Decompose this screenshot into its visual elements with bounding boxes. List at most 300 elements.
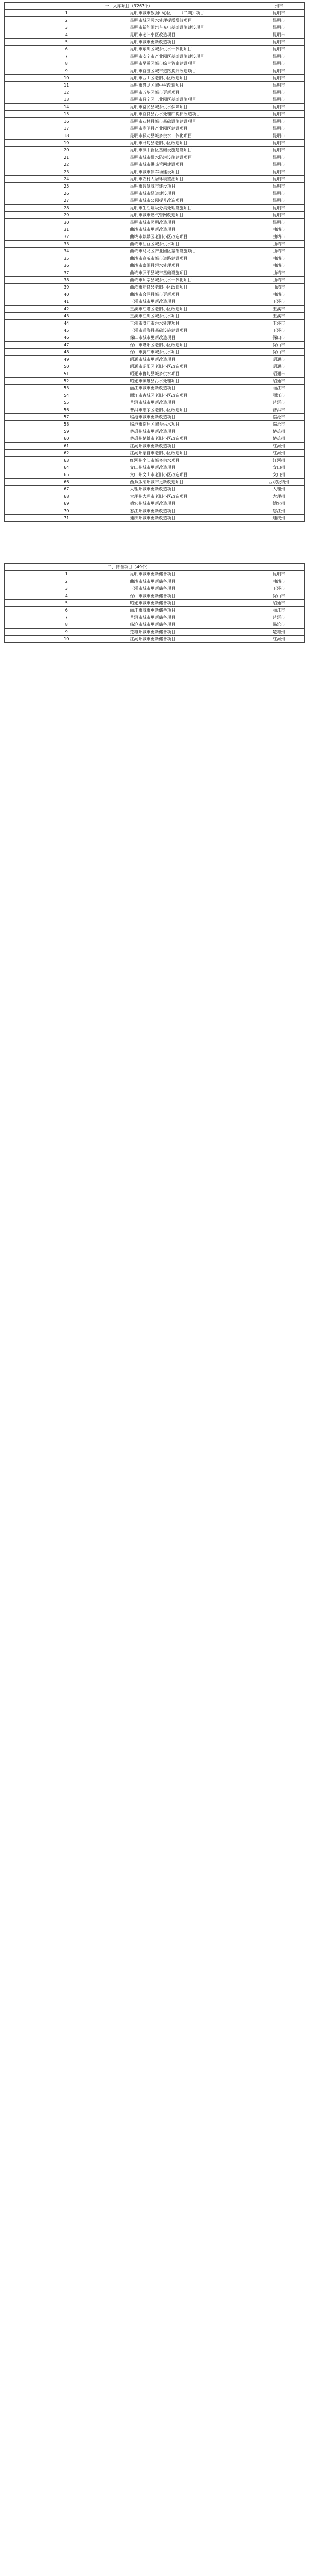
project-name: 昭通市鲁甸县城乡供水项目 bbox=[129, 370, 253, 378]
row-number: 10 bbox=[5, 636, 129, 643]
table-row bbox=[5, 507, 305, 515]
table-row bbox=[5, 621, 305, 629]
table-row bbox=[5, 277, 305, 284]
project-name: 曲靖市麒麟区老旧小区改造项目 bbox=[129, 233, 253, 241]
project-name: 玉溪市通海县基础设施建设项目 bbox=[129, 327, 253, 334]
table-row bbox=[5, 428, 305, 435]
row-number: 14 bbox=[5, 104, 129, 111]
table-row bbox=[5, 190, 305, 197]
project-name: 文山州文山市老旧小区改造项目 bbox=[129, 471, 253, 479]
table-row bbox=[5, 457, 305, 464]
project-city: 昆明市 bbox=[253, 190, 305, 197]
project-city: 昆明市 bbox=[253, 140, 305, 147]
project-city: 玉溪市 bbox=[253, 298, 305, 306]
project-name: 昆明市城市数据中心区……（二期）项目 bbox=[129, 10, 253, 17]
row-number: 6 bbox=[5, 607, 129, 614]
row-number: 33 bbox=[5, 241, 129, 248]
project-city: 昆明市 bbox=[253, 197, 305, 205]
project-city: 昆明市 bbox=[253, 154, 305, 161]
project-city: 昆明市 bbox=[253, 176, 305, 183]
project-name: 昆明市新能源汽车充电基础设施建设项目 bbox=[129, 24, 253, 31]
table-row bbox=[5, 248, 305, 255]
row-number: 34 bbox=[5, 248, 129, 255]
project-name: 昆明市城市绿道建设项目 bbox=[129, 190, 253, 197]
project-name: 保山市隆阳区老旧小区改造项目 bbox=[129, 342, 253, 349]
project-name: 昆明市城市照明改造项目 bbox=[129, 219, 253, 226]
project-name: 普洱市城市更新储备项目 bbox=[129, 614, 253, 621]
row-number: 24 bbox=[5, 176, 129, 183]
project-name: 昆明市滇中新区基础设施建设项目 bbox=[129, 147, 253, 154]
project-city: 昆明市 bbox=[253, 39, 305, 46]
project-name: 昆明市嵩明县产业园区建设项目 bbox=[129, 125, 253, 132]
project-name: 昆明市西山区老旧小区改造项目 bbox=[129, 75, 253, 82]
table-row bbox=[5, 262, 305, 269]
project-name: 红河州蒙自市老旧小区改造项目 bbox=[129, 450, 253, 457]
row-number: 64 bbox=[5, 464, 129, 471]
project-city: 昭通市 bbox=[253, 600, 305, 607]
project-city: 怒江州 bbox=[253, 507, 305, 515]
project-city: 曲靖市 bbox=[253, 262, 305, 269]
project-city: 昆明市 bbox=[253, 17, 305, 24]
project-city: 曲靖市 bbox=[253, 226, 305, 233]
row-number: 4 bbox=[5, 592, 129, 600]
table-row bbox=[5, 39, 305, 46]
project-city: 红河州 bbox=[253, 450, 305, 457]
table-row bbox=[5, 342, 305, 349]
row-number: 48 bbox=[5, 349, 129, 356]
project-name: 西双版纳州城市更新改造项目 bbox=[129, 479, 253, 486]
table-row bbox=[5, 269, 305, 277]
row-number: 66 bbox=[5, 479, 129, 486]
project-name: 昆明市石林县城市基础设施建设项目 bbox=[129, 118, 253, 125]
project-city: 昆明市 bbox=[253, 53, 305, 60]
table-row bbox=[5, 636, 305, 643]
table-row bbox=[5, 140, 305, 147]
table-row bbox=[5, 67, 305, 75]
project-city: 昆明市 bbox=[253, 89, 305, 96]
table-row bbox=[5, 17, 305, 24]
table-row bbox=[5, 515, 305, 522]
project-city: 昆明市 bbox=[253, 161, 305, 168]
project-city: 昆明市 bbox=[253, 24, 305, 31]
project-city: 昆明市 bbox=[253, 82, 305, 89]
project-city: 昆明市 bbox=[253, 67, 305, 75]
section-header-row bbox=[5, 3, 305, 10]
table-row bbox=[5, 486, 305, 493]
project-name: 昆明市五华区城市更新项目 bbox=[129, 89, 253, 96]
row-number: 46 bbox=[5, 334, 129, 342]
row-number: 45 bbox=[5, 327, 129, 334]
row-number: 2 bbox=[5, 578, 129, 585]
row-number: 12 bbox=[5, 89, 129, 96]
project-city: 丽江市 bbox=[253, 607, 305, 614]
table-row bbox=[5, 629, 305, 636]
table-row bbox=[5, 421, 305, 428]
row-number: 21 bbox=[5, 154, 129, 161]
table-row bbox=[5, 471, 305, 479]
project-city: 大理州 bbox=[253, 486, 305, 493]
project-city: 红河州 bbox=[253, 636, 305, 643]
project-name: 昆明市富民县城乡供水保障项目 bbox=[129, 104, 253, 111]
table-row bbox=[5, 607, 305, 614]
project-city: 曲靖市 bbox=[253, 248, 305, 255]
project-name: 昆明市东川区城乡供水一体化项目 bbox=[129, 46, 253, 53]
table-row bbox=[5, 370, 305, 378]
table-row bbox=[5, 168, 305, 176]
project-name: 昆明市晋宁区工业园区基础设施项目 bbox=[129, 96, 253, 104]
project-name: 丽江市古城区老旧小区改造项目 bbox=[129, 392, 253, 399]
row-number: 57 bbox=[5, 414, 129, 421]
row-number: 71 bbox=[5, 515, 129, 522]
table-row bbox=[5, 96, 305, 104]
project-city: 楚雄州 bbox=[253, 435, 305, 443]
project-city: 昭通市 bbox=[253, 363, 305, 370]
table-row bbox=[5, 435, 305, 443]
project-name: 曲靖市宣威市城市道路建设项目 bbox=[129, 255, 253, 262]
table-row bbox=[5, 75, 305, 82]
project-name: 昆明市呈贡区城市综合管廊建设项目 bbox=[129, 60, 253, 67]
project-list-sheet bbox=[4, 2, 305, 643]
project-city: 保山市 bbox=[253, 349, 305, 356]
section-header-city: 州市 bbox=[253, 3, 305, 10]
row-number: 20 bbox=[5, 147, 129, 154]
project-city: 昆明市 bbox=[253, 60, 305, 67]
table-row bbox=[5, 284, 305, 291]
row-number: 11 bbox=[5, 82, 129, 89]
table-row bbox=[5, 571, 305, 578]
project-name: 昆明市智慧城市建设项目 bbox=[129, 183, 253, 190]
project-city: 玉溪市 bbox=[253, 306, 305, 313]
project-name: 昭通市城市更新改造项目 bbox=[129, 356, 253, 363]
project-name: 玉溪市红塔区老旧小区改造项目 bbox=[129, 306, 253, 313]
project-city: 保山市 bbox=[253, 334, 305, 342]
section-header-row bbox=[5, 564, 305, 571]
table-row bbox=[5, 255, 305, 262]
project-city: 昆明市 bbox=[253, 10, 305, 17]
table-row bbox=[5, 31, 305, 39]
table-row bbox=[5, 479, 305, 486]
table-row bbox=[5, 464, 305, 471]
row-number: 22 bbox=[5, 161, 129, 168]
row-number: 10 bbox=[5, 75, 129, 82]
row-number: 65 bbox=[5, 471, 129, 479]
table-row bbox=[5, 53, 305, 60]
project-city: 曲靖市 bbox=[253, 578, 305, 585]
project-city: 丽江市 bbox=[253, 385, 305, 392]
project-name: 曲靖市师宗县城乡供水一体化项目 bbox=[129, 277, 253, 284]
row-number: 4 bbox=[5, 31, 129, 39]
project-city: 昆明市 bbox=[253, 147, 305, 154]
row-number: 25 bbox=[5, 183, 129, 190]
table-row bbox=[5, 161, 305, 168]
project-name: 普洱市思茅区老旧小区改造项目 bbox=[129, 406, 253, 414]
table-row bbox=[5, 500, 305, 507]
project-city: 普洱市 bbox=[253, 399, 305, 406]
table-row bbox=[5, 399, 305, 406]
project-name: 普洱市城市更新改造项目 bbox=[129, 399, 253, 406]
table-row bbox=[5, 125, 305, 132]
table-row bbox=[5, 111, 305, 118]
project-city: 昭通市 bbox=[253, 378, 305, 385]
project-name: 曲靖市马龙区产业园区基础设施项目 bbox=[129, 248, 253, 255]
row-number: 38 bbox=[5, 277, 129, 284]
row-number: 16 bbox=[5, 118, 129, 125]
project-name: 昆明市城市燃气管网改造项目 bbox=[129, 212, 253, 219]
row-number: 56 bbox=[5, 406, 129, 414]
row-number: 58 bbox=[5, 421, 129, 428]
project-name: 昆明市宜良县污水处理厂提标改造项目 bbox=[129, 111, 253, 118]
project-table bbox=[4, 2, 305, 522]
project-name: 玉溪市江川区城乡供水项目 bbox=[129, 313, 253, 320]
project-city: 玉溪市 bbox=[253, 585, 305, 592]
section-header-city bbox=[253, 564, 305, 571]
project-city: 文山州 bbox=[253, 471, 305, 479]
project-name: 曲靖市城市更新储备项目 bbox=[129, 578, 253, 585]
project-city: 玉溪市 bbox=[253, 320, 305, 327]
project-name: 曲靖市沾益区城乡供水项目 bbox=[129, 241, 253, 248]
project-name: 保山市腾冲市城乡供水项目 bbox=[129, 349, 253, 356]
project-name: 玉溪市城市更新改造项目 bbox=[129, 298, 253, 306]
table-row bbox=[5, 406, 305, 414]
project-city: 楚雄州 bbox=[253, 428, 305, 435]
project-city: 丽江市 bbox=[253, 392, 305, 399]
row-number: 63 bbox=[5, 457, 129, 464]
project-name: 临沧市临翔区城乡供水项目 bbox=[129, 421, 253, 428]
table-row bbox=[5, 60, 305, 67]
project-name: 迪庆州城市更新改造项目 bbox=[129, 515, 253, 522]
project-city: 昆明市 bbox=[253, 205, 305, 212]
table-row bbox=[5, 24, 305, 31]
project-name: 保山市城市更新改造项目 bbox=[129, 334, 253, 342]
project-city: 玉溪市 bbox=[253, 313, 305, 320]
project-name: 曲靖市罗平县城市基础设施项目 bbox=[129, 269, 253, 277]
project-city: 曲靖市 bbox=[253, 284, 305, 291]
project-city: 曲靖市 bbox=[253, 233, 305, 241]
row-number: 3 bbox=[5, 24, 129, 31]
table-row bbox=[5, 219, 305, 226]
project-city: 昆明市 bbox=[253, 219, 305, 226]
row-number: 49 bbox=[5, 356, 129, 363]
project-name: 昆明市城市排水防涝设施建设项目 bbox=[129, 154, 253, 161]
row-number: 28 bbox=[5, 205, 129, 212]
row-number: 17 bbox=[5, 125, 129, 132]
project-city: 昭通市 bbox=[253, 370, 305, 378]
project-name: 丽江市城市更新储备项目 bbox=[129, 607, 253, 614]
project-city: 昆明市 bbox=[253, 31, 305, 39]
row-number: 1 bbox=[5, 10, 129, 17]
table-row bbox=[5, 226, 305, 233]
row-number: 62 bbox=[5, 450, 129, 457]
project-city: 昆明市 bbox=[253, 46, 305, 53]
project-name: 昆明市生活垃圾分类处理设施项目 bbox=[129, 205, 253, 212]
row-number: 7 bbox=[5, 614, 129, 621]
row-number: 32 bbox=[5, 233, 129, 241]
table-row bbox=[5, 132, 305, 140]
table-row bbox=[5, 183, 305, 190]
row-number: 29 bbox=[5, 212, 129, 219]
project-city: 昆明市 bbox=[253, 125, 305, 132]
table-row bbox=[5, 10, 305, 17]
row-number: 55 bbox=[5, 399, 129, 406]
project-name: 昆明市城市更新改造项目 bbox=[129, 39, 253, 46]
project-name: 怒江州城市更新改造项目 bbox=[129, 507, 253, 515]
project-name: 大理州城市更新改造项目 bbox=[129, 486, 253, 493]
project-name: 玉溪市城市更新储备项目 bbox=[129, 585, 253, 592]
row-number: 41 bbox=[5, 298, 129, 306]
table-row bbox=[5, 493, 305, 500]
project-name: 昆明市城市更新储备项目 bbox=[129, 571, 253, 578]
project-name: 红河州城市更新储备项目 bbox=[129, 636, 253, 643]
row-number: 37 bbox=[5, 269, 129, 277]
project-name: 昆明市禄劝县城乡供水一体化项目 bbox=[129, 132, 253, 140]
project-city: 昆明市 bbox=[253, 111, 305, 118]
row-number: 60 bbox=[5, 435, 129, 443]
table-row bbox=[5, 154, 305, 161]
project-name: 曲靖市城市更新改造项目 bbox=[129, 226, 253, 233]
table-row bbox=[5, 306, 305, 313]
table-row bbox=[5, 392, 305, 399]
row-number: 31 bbox=[5, 226, 129, 233]
row-number: 15 bbox=[5, 111, 129, 118]
project-name: 楚雄州城市更新储备项目 bbox=[129, 629, 253, 636]
project-city: 昆明市 bbox=[253, 212, 305, 219]
project-name: 临沧市城市更新储备项目 bbox=[129, 621, 253, 629]
project-city: 昆明市 bbox=[253, 571, 305, 578]
row-number: 18 bbox=[5, 132, 129, 140]
project-city: 临沧市 bbox=[253, 421, 305, 428]
project-city: 迪庆州 bbox=[253, 515, 305, 522]
table-row bbox=[5, 82, 305, 89]
row-number: 51 bbox=[5, 370, 129, 378]
row-number: 9 bbox=[5, 67, 129, 75]
row-number: 2 bbox=[5, 17, 129, 24]
row-number: 69 bbox=[5, 500, 129, 507]
project-name: 曲靖市陆良县老旧小区改造项目 bbox=[129, 284, 253, 291]
project-name: 昆明市官渡区城市道路提升改造项目 bbox=[129, 67, 253, 75]
row-number: 43 bbox=[5, 313, 129, 320]
table-row bbox=[5, 104, 305, 111]
row-number: 19 bbox=[5, 140, 129, 147]
project-city: 曲靖市 bbox=[253, 277, 305, 284]
table-row bbox=[5, 327, 305, 334]
row-number: 47 bbox=[5, 342, 129, 349]
row-number: 70 bbox=[5, 507, 129, 515]
project-name: 昆明市农村人居环境整治项目 bbox=[129, 176, 253, 183]
project-name: 红河州城市更新改造项目 bbox=[129, 443, 253, 450]
project-city: 临沧市 bbox=[253, 414, 305, 421]
project-city: 红河州 bbox=[253, 457, 305, 464]
project-name: 昆明市安宁市产业园区基础设施建设项目 bbox=[129, 53, 253, 60]
table-row bbox=[5, 356, 305, 363]
row-number: 68 bbox=[5, 493, 129, 500]
table-row bbox=[5, 578, 305, 585]
section-title: 二、储备项目（49个） bbox=[5, 564, 253, 571]
project-name: 丽江市城市更新改造项目 bbox=[129, 385, 253, 392]
table-row bbox=[5, 46, 305, 53]
table-row bbox=[5, 585, 305, 592]
project-name: 楚雄州城市更新改造项目 bbox=[129, 428, 253, 435]
row-number: 67 bbox=[5, 486, 129, 493]
project-name: 曲靖市富源县污水处理项目 bbox=[129, 262, 253, 269]
project-city: 昭通市 bbox=[253, 356, 305, 363]
row-number: 42 bbox=[5, 306, 129, 313]
project-city: 曲靖市 bbox=[253, 291, 305, 298]
project-name: 昭通市昭阳区老旧小区改造项目 bbox=[129, 363, 253, 370]
row-number: 26 bbox=[5, 190, 129, 197]
table-row bbox=[5, 378, 305, 385]
project-city: 保山市 bbox=[253, 342, 305, 349]
project-city: 昆明市 bbox=[253, 75, 305, 82]
table-row bbox=[5, 212, 305, 219]
project-city: 昆明市 bbox=[253, 132, 305, 140]
project-name: 大理州大理市老旧小区改造项目 bbox=[129, 493, 253, 500]
project-city: 西双版纳州 bbox=[253, 479, 305, 486]
row-number: 44 bbox=[5, 320, 129, 327]
project-city: 楚雄州 bbox=[253, 629, 305, 636]
row-number: 7 bbox=[5, 53, 129, 60]
project-city: 玉溪市 bbox=[253, 327, 305, 334]
project-name: 昆明市寻甸县老旧小区改造项目 bbox=[129, 140, 253, 147]
project-name: 红河州个旧市城乡供水项目 bbox=[129, 457, 253, 464]
table-row bbox=[5, 291, 305, 298]
section-title: 一、入库项目（3267个） bbox=[5, 3, 253, 10]
project-name: 昭通市城市更新储备项目 bbox=[129, 600, 253, 607]
row-number: 5 bbox=[5, 39, 129, 46]
project-name: 昆明市老旧小区改造项目 bbox=[129, 31, 253, 39]
row-number: 35 bbox=[5, 255, 129, 262]
table-row bbox=[5, 313, 305, 320]
row-number: 61 bbox=[5, 443, 129, 450]
project-name: 保山市城市更新储备项目 bbox=[129, 592, 253, 600]
project-city: 昆明市 bbox=[253, 168, 305, 176]
project-name: 曲靖市会泽县城市更新项目 bbox=[129, 291, 253, 298]
project-city: 曲靖市 bbox=[253, 269, 305, 277]
row-number: 36 bbox=[5, 262, 129, 269]
row-number: 1 bbox=[5, 571, 129, 578]
table-row bbox=[5, 320, 305, 327]
row-number: 3 bbox=[5, 585, 129, 592]
project-name: 昆明市城市供热管网建设项目 bbox=[129, 161, 253, 168]
row-number: 53 bbox=[5, 385, 129, 392]
table-row bbox=[5, 614, 305, 621]
row-number: 27 bbox=[5, 197, 129, 205]
table-row bbox=[5, 147, 305, 154]
project-name: 德宏州城市更新改造项目 bbox=[129, 500, 253, 507]
table-row bbox=[5, 443, 305, 450]
project-table bbox=[4, 563, 305, 643]
project-city: 昆明市 bbox=[253, 183, 305, 190]
project-name: 昆明市城区污水处理提质增效项目 bbox=[129, 17, 253, 24]
section-gap bbox=[4, 522, 305, 563]
project-city: 普洱市 bbox=[253, 614, 305, 621]
table-row bbox=[5, 349, 305, 356]
row-number: 54 bbox=[5, 392, 129, 399]
row-number: 5 bbox=[5, 600, 129, 607]
project-city: 昆明市 bbox=[253, 104, 305, 111]
project-city: 红河州 bbox=[253, 443, 305, 450]
project-name: 玉溪市澄江市污水处理项目 bbox=[129, 320, 253, 327]
table-row bbox=[5, 89, 305, 96]
table-row bbox=[5, 241, 305, 248]
project-name: 临沧市城市更新改造项目 bbox=[129, 414, 253, 421]
table-row bbox=[5, 176, 305, 183]
row-number: 6 bbox=[5, 46, 129, 53]
row-number: 8 bbox=[5, 621, 129, 629]
table-row bbox=[5, 385, 305, 392]
table-row bbox=[5, 298, 305, 306]
project-city: 曲靖市 bbox=[253, 241, 305, 248]
project-city: 保山市 bbox=[253, 592, 305, 600]
